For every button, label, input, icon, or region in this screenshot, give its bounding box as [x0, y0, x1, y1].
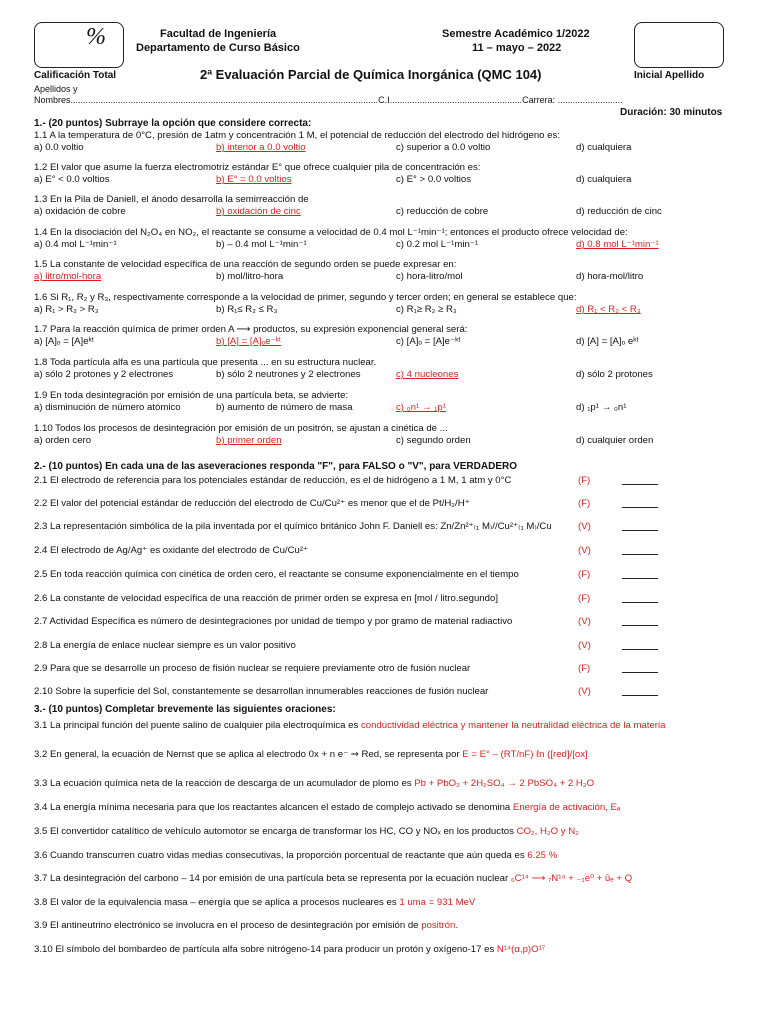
- option-1-5-c[interactable]: c) hora-litro/mol: [396, 271, 463, 282]
- semester: Semestre Académico 1/2022: [442, 28, 590, 40]
- option-1-7-a[interactable]: a) [A]ₒ = [A]eᵏᵗ: [34, 336, 94, 347]
- option-1-5-d[interactable]: d) hora-mol/litro: [576, 271, 644, 282]
- option-1-9-a[interactable]: a) disminución de número atómico: [34, 402, 181, 413]
- sentence-answer[interactable]: ₆C¹⁴ ⟶ ₇N¹⁴ + ₋₁e⁰ + ῡₑ + Q: [510, 873, 633, 884]
- answer-2-3: (V): [578, 521, 591, 532]
- sentence-answer[interactable]: conductividad eléctrica y mantener la neutralidad eléctrica de la materia: [360, 720, 666, 731]
- option-1-7-d[interactable]: d) [A] = [A]ₒ eᵏᵗ: [576, 336, 639, 347]
- sentence-3-9: [34, 920, 734, 931]
- answer-2-5: (F): [578, 569, 591, 580]
- department-name: Departamento de Curso Básico: [136, 42, 300, 54]
- option-1-10-a[interactable]: a) orden cero: [34, 435, 92, 446]
- statement-2-9: 2.9 Para que se desarrolle un proceso de fisión nuclear se requiere previamente otro de fusión nuclear: [34, 663, 471, 674]
- option-1-10-d[interactable]: d) cualquier orden: [576, 435, 654, 446]
- option-1-9-b[interactable]: b) aumento de número de masa: [216, 402, 353, 413]
- option-1-6-b[interactable]: b) R₁≤ R₂ ≤ R₃: [216, 304, 278, 315]
- statement-2-8: 2.8 La energía de enlace nuclear siempre es un valor positivo: [34, 640, 296, 651]
- answer-blank-2-9[interactable]: [622, 663, 658, 673]
- option-1-8-a[interactable]: a) sólo 2 protones y 2 electrones: [34, 369, 174, 380]
- statement-2-1: 2.1 El electrodo de referencia para los potenciales estándar de reducción, es el de hidrógeno a 1 M, 1 atm y 0°C: [34, 475, 512, 486]
- option-1-10-b[interactable]: b) primer orden: [216, 435, 282, 446]
- option-1-7-b[interactable]: b) [A] = [A]ₒe⁻ᵏᵗ: [216, 336, 281, 347]
- statement-2-5: 2.5 En toda reacción química con cinética de orden cero, el reactante se consume exponencialmente en el tiempo: [34, 569, 519, 580]
- statement-2-4: 2.4 El electrodo de Ag/Ag⁺ es oxidante del electrodo de Cu/Cu²⁺: [34, 545, 309, 556]
- option-1-8-d[interactable]: d) sólo 2 protones: [576, 369, 653, 380]
- exam-date: 11 – mayo – 2022: [472, 42, 562, 54]
- answer-blank-2-1[interactable]: [622, 475, 658, 485]
- grade-box: [34, 22, 124, 68]
- sentence-answer[interactable]: Energía de activación, Eₐ: [512, 802, 621, 813]
- answer-2-6: (F): [578, 593, 591, 604]
- grade-label: Calificación Total: [34, 70, 117, 81]
- question-1-9: 1.9 En toda desintegración por emisión de una partícula beta, se advierte:: [34, 390, 349, 401]
- answer-blank-2-6[interactable]: [622, 593, 658, 603]
- question-1-2: 1.2 El valor que asume la fuerza electromotriz estándar E° que ofrece cualquier pila de concentración es:: [34, 162, 481, 173]
- answer-2-1: (F): [578, 475, 591, 486]
- answer-blank-2-7[interactable]: [622, 616, 658, 626]
- option-1-8-c[interactable]: c) 4 nucleones: [396, 369, 459, 380]
- sentence-text: 3.4 La energía mínima necesaria para que los reactantes alcancen el estado de complejo activado se denomina: [34, 802, 513, 813]
- answer-blank-2-2[interactable]: [622, 498, 658, 508]
- option-1-2-d[interactable]: d) cualquiera: [576, 174, 632, 185]
- option-1-3-d[interactable]: d) reducción de cinc: [576, 206, 662, 217]
- statement-2-3: 2.3 La representación simbólica de la pila inventada por el químico británico John F. Daniell es: Zn/Zn²⁺₍₁ M₎//Cu²⁺₍₁ M₎/Cu: [34, 521, 552, 532]
- sentence-text: 3.9 El antineutrino electrónico se involucra en el proceso de desintegración por emisión de: [34, 920, 422, 931]
- statement-2-7: 2.7 Actividad Específica es número de desintegraciones por unidad de tiempo y por gramo de material radiactivo: [34, 616, 513, 627]
- option-1-4-a[interactable]: a) 0.4 mol L⁻¹min⁻¹: [34, 239, 117, 250]
- sentence-answer[interactable]: E = E° – (RT/nF) ℓn ([red]/[ox]: [462, 749, 588, 760]
- question-1-10: 1.10 Todos los procesos de desintegración por emisión de un positrón, se ajustan a cinética de ...: [34, 423, 448, 434]
- section2-title: 2.- (10 puntos) En cada una de las aseveraciones responda "F", para FALSO o "V", para VERDADERO: [34, 461, 517, 472]
- sentence-answer[interactable]: Pb + PbO₂ + 2H₂SO₄ → 2 PbSO₄ + 2 H₂O: [414, 778, 595, 789]
- sentence-text: 3.2 En general, la ecuación de Nernst que se aplica al electrodo 0x + n e⁻ ⇒ Red, se representa por: [34, 749, 463, 760]
- sentence-3-6: [34, 850, 734, 861]
- exam-title: 2ª Evaluación Parcial de Química Inorgánica (QMC 104): [200, 67, 542, 82]
- option-1-6-a[interactable]: a) R₁ > R₂ > R₃: [34, 304, 99, 315]
- answer-blank-2-10[interactable]: [622, 686, 658, 696]
- sentence-3-2: [34, 749, 734, 760]
- sentence-3-5: [34, 826, 734, 837]
- question-1-7: 1.7 Para la reacción química de primer orden A ⟶ productos, su expresión exponencial general será:: [34, 324, 468, 335]
- sentence-3-3: [34, 778, 734, 789]
- option-1-3-b[interactable]: b) oxidación de cinc: [216, 206, 301, 217]
- option-1-4-d[interactable]: d) 0.8 mol L⁻¹min⁻¹: [576, 239, 659, 250]
- option-1-8-b[interactable]: b) sólo 2 neutrones y 2 electrones: [216, 369, 361, 380]
- question-1-6: 1.6 Si R₁, R₂ y R₃, respectivamente corresponde a la velocidad de primer, segundo y tercer orden; en general se establece que:: [34, 292, 577, 303]
- answer-blank-2-4[interactable]: [622, 545, 658, 555]
- sentence-answer[interactable]: CO₂, H₂O y N₂: [516, 826, 579, 837]
- option-1-1-c[interactable]: c) superior a 0.0 voltio: [396, 142, 491, 153]
- question-1-3: 1.3 En la Pila de Daniell, el ánodo desarrolla la semirreacción de: [34, 194, 309, 205]
- option-1-6-c[interactable]: c) R₁≥ R₂ ≥ R₃: [396, 304, 457, 315]
- section1-title: 1.- (20 puntos) Subrraye la opción que considere correcta:: [34, 118, 312, 129]
- answer-2-2: (F): [578, 498, 591, 509]
- statement-2-10: 2.10 Sobre la superficie del Sol, constantemente se desarrollan innumerables reacciones de fusión nuclear: [34, 686, 489, 697]
- sentence-text: 3.10 El símbolo del bombardeo de partícula alfa sobre nitrógeno-14 para producir un protón y oxígeno-17 es: [34, 944, 497, 955]
- option-1-3-c[interactable]: c) reducción de cobre: [396, 206, 489, 217]
- sentence-text: 3.8 El valor de la equivalencia masa – energía que se aplica a procesos nucleares es: [34, 897, 400, 908]
- faculty-name: Facultad de Ingeniería: [160, 28, 277, 40]
- option-1-7-c[interactable]: c) [A]ₒ = [A]e⁻ᵏᵗ: [396, 336, 461, 347]
- surname-label: Apellidos y: [34, 84, 78, 94]
- option-1-1-a[interactable]: a) 0.0 voltio: [34, 142, 84, 153]
- answer-2-10: (V): [578, 686, 591, 697]
- option-1-5-a[interactable]: a) litro/mol-hora: [34, 271, 102, 282]
- answer-2-4: (V): [578, 545, 591, 556]
- question-1-1: 1.1 A la temperatura de 0°C, presión de 1atm y concentración 1 M, el potencial de reducción del electrodo del hidrógeno es:: [34, 130, 560, 141]
- option-1-9-d[interactable]: d) ₁p¹ → ₀n¹: [576, 402, 627, 413]
- option-1-5-b[interactable]: b) mol/litro-hora: [216, 271, 284, 282]
- sentence-answer[interactable]: positrón.: [421, 920, 458, 931]
- option-1-1-d[interactable]: d) cualquiera: [576, 142, 632, 153]
- option-1-4-c[interactable]: c) 0.2 mol L⁻¹min⁻¹: [396, 239, 479, 250]
- option-1-9-c[interactable]: c) ₀n¹ → ₁p¹: [396, 402, 446, 413]
- duration: Duración: 30 minutos: [620, 107, 723, 118]
- sentence-text: 3.5 El convertidor catalítico de vehículo automotor se encarga de transformar los HC, CO y NOₓ en los productos: [34, 826, 517, 837]
- option-1-10-c[interactable]: c) segundo orden: [396, 435, 471, 446]
- initial-box: [634, 22, 724, 68]
- sentence-3-7: [34, 873, 734, 884]
- statement-2-2: 2.2 El valor del potencial estándar de reducción del electrodo de Cu/Cu²⁺ es menor que el de Pt/H₂/H⁺: [34, 498, 470, 509]
- option-1-1-b[interactable]: b) interior a 0.0 voltio: [216, 142, 306, 153]
- statement-2-6: 2.6 La constante de velocidad específica de una reacción de primer orden se expresa en [mol / litro.segundo]: [34, 593, 498, 604]
- initial-label: Inicial Apellido: [634, 70, 705, 81]
- answer-2-7: (V): [578, 616, 591, 627]
- sentence-3-10: [34, 944, 734, 955]
- sentence-3-1: [34, 720, 734, 731]
- answer-2-8: (V): [578, 640, 591, 651]
- option-1-3-a[interactable]: a) oxidación de cobre: [34, 206, 126, 217]
- sentence-text: 3.7 La desintegración del carbono – 14 por emisión de una partícula beta se representa por la ecuación nuclear: [34, 873, 511, 884]
- option-1-2-a[interactable]: a) E° < 0.0 voltios: [34, 174, 110, 185]
- sentence-answer[interactable]: N¹⁴(α,p)O¹⁷: [496, 944, 546, 955]
- question-1-5: 1.5 La constante de velocidad específica de una reacción de segundo orden se puede expresar en:: [34, 259, 457, 270]
- sentence-answer[interactable]: 6.25 %: [527, 850, 558, 861]
- sentence-text: 3.6 Cuando transcurren cuatro vidas medias consecutivas, la proporción porcentual de reactante que aún queda es: [34, 850, 528, 861]
- option-1-2-b[interactable]: b) E° = 0.0 voltios: [216, 174, 292, 185]
- sentence-3-8: [34, 897, 734, 908]
- option-1-4-b[interactable]: b) – 0.4 mol L⁻¹min⁻¹: [216, 239, 307, 250]
- question-1-4: 1.4 En la disociación del N₂O₄ en NO₂, el reactante se consume a velocidad de 0.4 mol L⁻¹min⁻¹; entonces el producto ofrece velocidad de:: [34, 227, 628, 238]
- question-1-8: 1.8 Toda partícula alfa es una partícula que presenta ... en su estructura nuclear.: [34, 357, 377, 368]
- sentence-answer[interactable]: 1 uma = 931 MeV: [399, 897, 476, 908]
- answer-2-9: (F): [578, 663, 591, 674]
- section3-title: 3.- (10 puntos) Completar brevemente las siguientes oraciones:: [34, 704, 336, 715]
- sentence-3-4: [34, 802, 734, 813]
- sentence-text: 3.1 La principal función del puente salino de cualquier pila electroquímica es: [34, 720, 361, 731]
- names-row: Nombres...........................................................................................................................C.I.....................................................Carrera: ..........................: [34, 95, 623, 105]
- option-1-6-d[interactable]: d) R₁ < R₂ < R₃: [576, 304, 641, 315]
- answer-blank-2-3[interactable]: [622, 521, 658, 531]
- sentence-text: 3.3 La ecuación química neta de la reacción de descarga de un acumulador de plomo es: [34, 778, 415, 789]
- answer-blank-2-8[interactable]: [622, 640, 658, 650]
- percent-symbol: %: [86, 24, 106, 50]
- answer-blank-2-5[interactable]: [622, 569, 658, 579]
- option-1-2-c[interactable]: c) E° > 0.0 voltios: [396, 174, 472, 185]
